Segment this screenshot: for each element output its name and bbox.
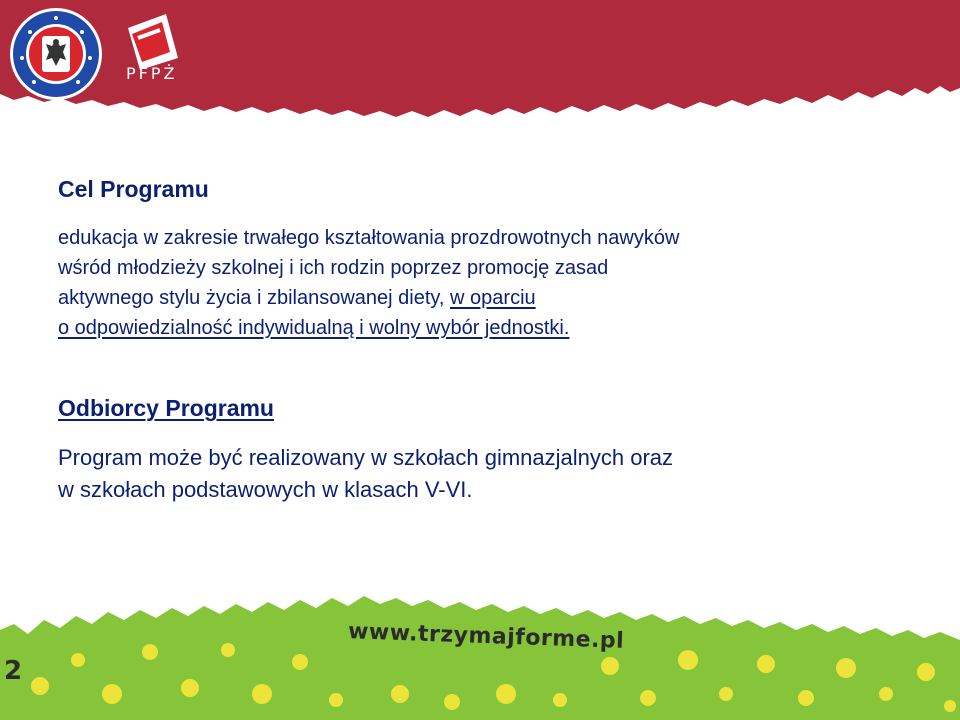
audience-line-2: w szkołach podstawowych w klasach V-VI. bbox=[58, 477, 473, 502]
goal-line-4: o odpowiedzialność indywidualną i wolny wybór jednostki. bbox=[58, 317, 570, 339]
goal-paragraph bbox=[58, 223, 918, 343]
website-url[interactable]: www.trzymajforme.pl bbox=[347, 619, 625, 654]
pis-logo bbox=[8, 6, 104, 102]
slide-content bbox=[58, 176, 918, 506]
goal-line-1: edukacja w zakresie trwałego kształtowania prozdrowotnych nawyków bbox=[58, 227, 680, 249]
footer-green-band bbox=[0, 590, 960, 720]
goal-heading: Cel Programu bbox=[58, 176, 209, 202]
audience-heading: Odbiorcy Programu bbox=[58, 395, 274, 421]
page-number: 2 bbox=[4, 656, 23, 686]
goal-line-3 bbox=[58, 283, 918, 313]
audience-paragraph bbox=[58, 442, 918, 506]
pfpz-label: PFPŻ bbox=[126, 64, 178, 83]
goal-line-3-text: aktywnego stylu życia i zbilansowanej diety, bbox=[58, 287, 451, 309]
goal-line-3-underlined: w oparciu bbox=[450, 287, 536, 309]
audience-line-1: Program może być realizowany w szkołach gimnazjalnych oraz bbox=[58, 445, 674, 470]
goal-line-2: wśród młodzieży szkolnej i ich rodzin poprzez promocję zasad bbox=[58, 257, 609, 279]
